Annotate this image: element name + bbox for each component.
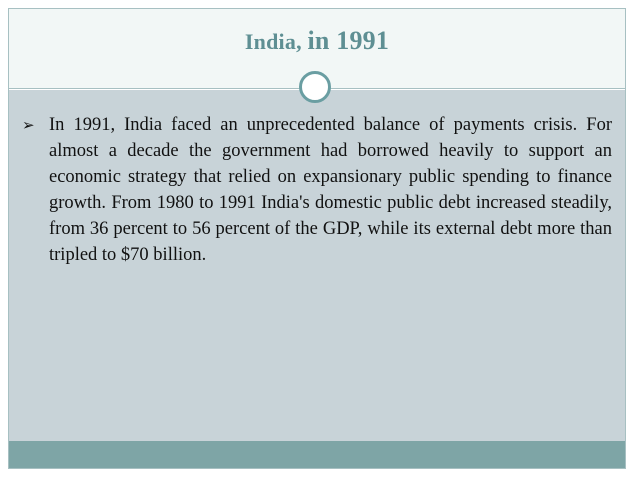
content-area — [22, 112, 612, 268]
arrow-bullet-icon: ➢ — [22, 116, 35, 134]
slide-title-year: in 1991 — [307, 26, 390, 55]
slide-title-text: India, — [244, 29, 308, 54]
circle-ornament-icon — [299, 71, 331, 103]
bullet-item — [22, 112, 612, 268]
bullet-text: In 1991, India faced an unprecedented balance of payments crisis. For almost a decade the government had borrowed heavily to support an economic strategy that relied on expansionary public spending to finance growth. From 1980 to 1991 India's domestic public debt increased steadily, from 36 percent to 56 percent of the GDP, while its external debt more than tripled to $70 billion. — [49, 115, 612, 265]
